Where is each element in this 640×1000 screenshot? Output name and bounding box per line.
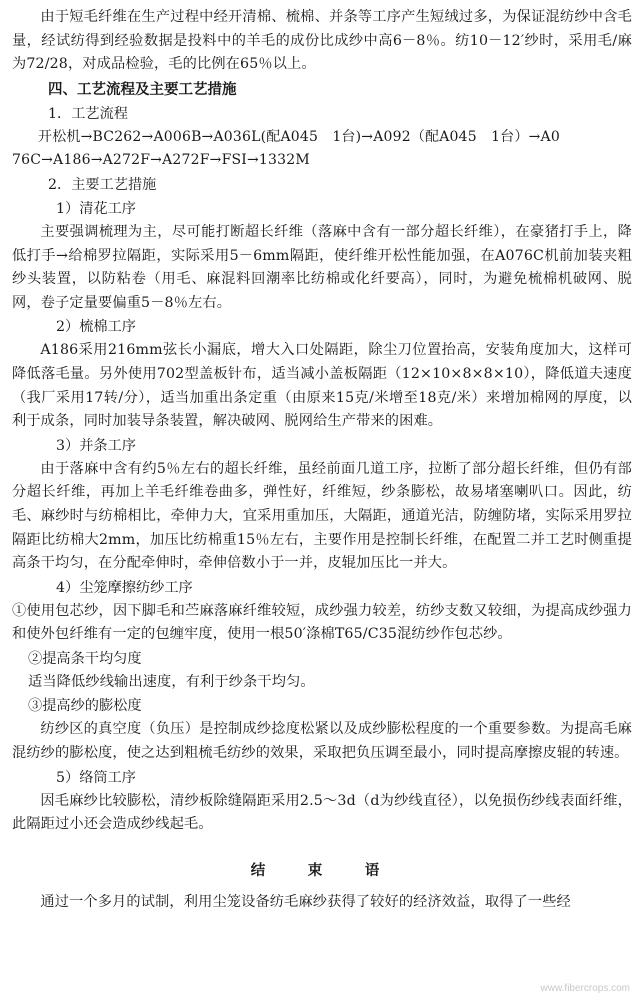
subsection-heading-process-flow: 1．工艺流程 [48, 105, 128, 122]
closing-paragraph: 通过一个多月的试制，利用尘笼设备纺毛麻纱获得了较好的经济效益，取得了一些经 [40, 893, 571, 910]
step-heading-cleaning: 1）清花工序 [56, 200, 136, 217]
step-paragraph-winding: 因毛麻纱比较膨松，清纱板除缝隔距采用2.5～3d（d为纱线直径），以免损伤纱线表面纤维，此隔距过小还会造成纱线起毛。 [12, 792, 632, 833]
step-heading-winding: 5）络筒工序 [56, 769, 136, 786]
item-heading-bulkiness: ③提高纱的膨松度 [28, 698, 142, 715]
intro-paragraph: 由于短毛纤维在生产过程中经开清棉、梳棉、并条等工序产生短绒过多，为保证混纺纱中含毛量，经试纺得到经验数据是投料中的羊毛的成份比成纱中高6－8％。纺10－12′纱时，采用毛/麻为72/28，对成品检验，毛的比例在65％以上。 [12, 9, 632, 73]
subsection-heading-measures: 2．主要工艺措施 [48, 176, 157, 193]
step-heading-friction-spinning: 4）尘笼摩擦纺纱工序 [56, 579, 193, 596]
step-paragraph-drawing: 由于落麻中含有约5％左右的超长纤维，虽经前面几道工序，拉断了部分超长纤维，但仍有部分超长纤维，再加上羊毛纤维卷曲多，弹性好，纤维短，纱条膨松，故易堵塞喇叭口。因此，纺毛、麻纱时与纺棉相比，牵伸力大，宜采用重加压，大隔距，通道光洁，防缠防堵，实际采用罗拉隔距比纺棉大2mm，加压比纺棉重15％左右，主要作用是控制长纤维，在配置二并工艺时侧重提高条干均匀，在分配牵伸时，牵伸倍数小于一并，皮辊加压比一并大。 [12, 460, 632, 572]
item-heading-evenness: ②提高条干均匀度 [28, 650, 142, 667]
step-paragraph-cleaning: 主要强调梳理为主，尽可能打断超长纤维（落麻中含有一部分超长纤维），在豪猪打手上，降低打手→给棉罗拉隔距，实际采用5－6mm隔距，使纤维开松性能加强，在A076C机前加装夹粗纱头装置，以防粘卷（用毛、麻混料回潮率比纺棉或化纤要高），同时，为避免梳棉机破网、脱网，卷子定量要偏重5－8％左右。 [12, 223, 632, 311]
process-flow-line: 开松机→BC262→A006B→A036L(配A045 1台)→A092（配A045 1台）→A0 [38, 128, 560, 145]
step-paragraph-carding: A186采用216mm弦长小漏底，增大入口处隔距，除尘刀位置抬高，安装角度加大，这样可降低落毛量。另外使用702型盖板针布，适当减小盖板隔距（12×10×8×8×10），降低道夫速度（我厂采用17转/分），适当加重出条定重（由原来15克/米增至18克/米）来增加棉网的厚度，以利于成条，同时加装导条装置，解决破网、脱网给生产带来的困难。 [12, 342, 632, 430]
process-flow [12, 126, 632, 173]
section-heading: 四、工艺流程及主要工艺措施 [48, 80, 237, 98]
step-paragraph-core-yarn: ①使用包芯纱，因下脚毛和苎麻落麻纤维较短，成纱强力较差，纺纱支数又较细，为提高成纱强力和使外包纤维有一定的包缠牢度，使用一根50′涤棉T65/C35混纺纱作包芯纱。 [12, 602, 632, 643]
step-heading-drawing: 3）并条工序 [56, 437, 136, 454]
step-heading-carding: 2）梳棉工序 [56, 319, 136, 336]
item-paragraph-bulkiness: 纺纱区的真空度（负压）是控制成纱捻度松紧以及成纱膨松程度的一个重要参数。为提高毛麻混纺纱的膨松度，使之达到粗梳毛纺纱的效果，采取把负压调至最小，同时提高摩擦皮辊的转速。 [12, 721, 632, 762]
item-paragraph-evenness: 适当降低纱线输出速度，有利于纱条干均匀。 [28, 673, 315, 690]
process-flow-line: 76C→A186→A272F→A272F→FSI→1332M [12, 152, 310, 169]
watermark: www.fibercrops.com [540, 983, 630, 994]
closing-heading: 结 束 语 [250, 861, 394, 879]
